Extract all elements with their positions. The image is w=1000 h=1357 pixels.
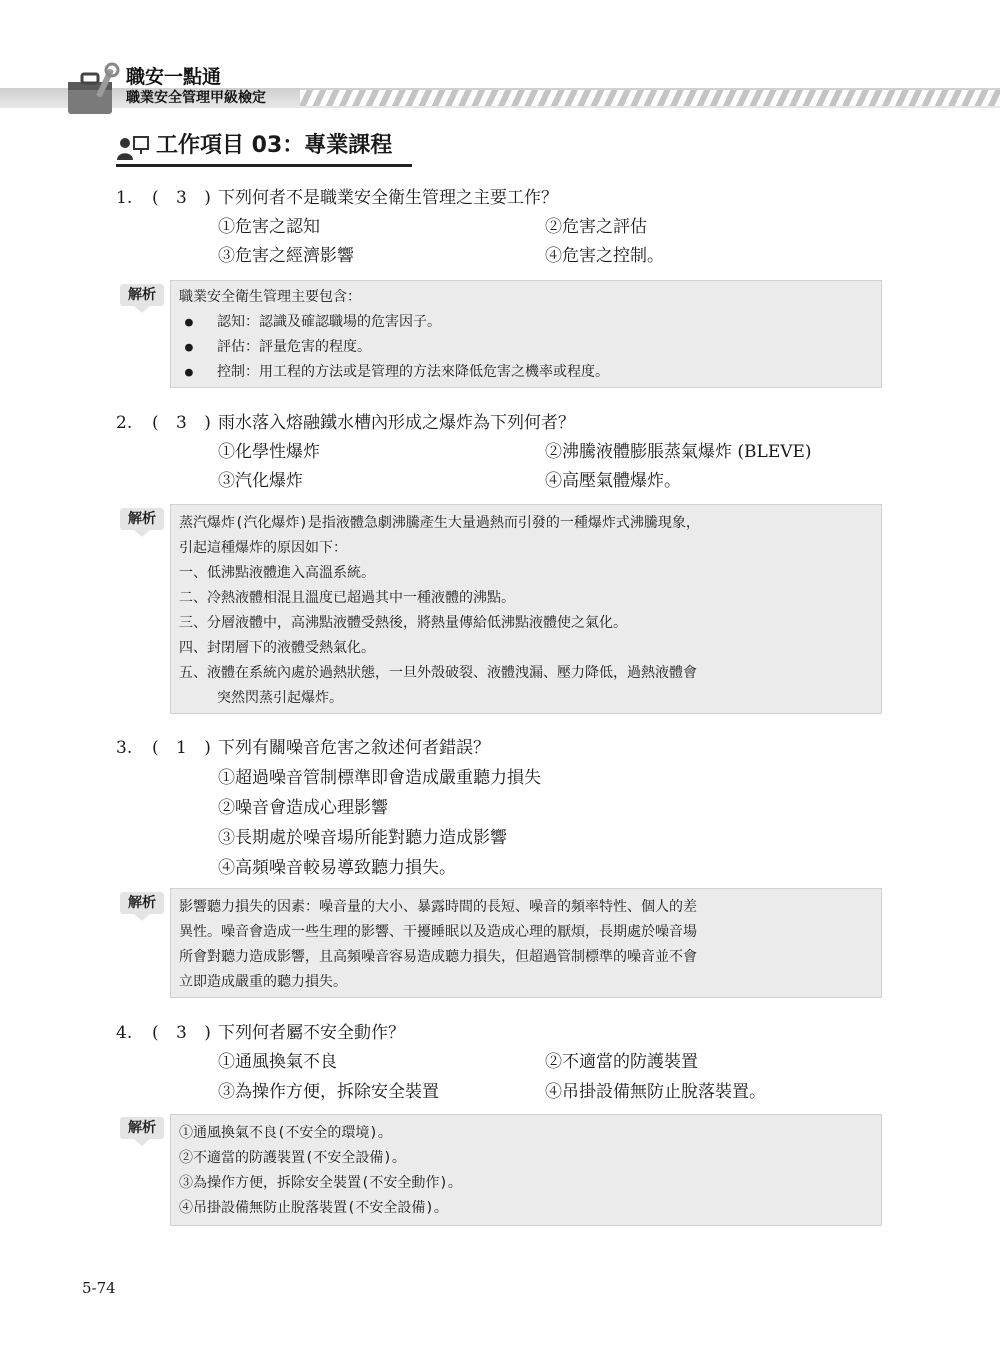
explanation-line: 突然閃蒸引起爆炸。 [217, 690, 343, 706]
option-2: ②不適當的防護裝置 [545, 1052, 698, 1072]
explanation-line: 二、冷熱液體相混且溫度已超過其中一種液體的沸點。 [179, 590, 515, 606]
option-1: ①危害之認知 [218, 217, 320, 237]
person-screen-icon [116, 134, 150, 162]
option-4: ④高頻噪音較易導致聽力損失。 [218, 858, 456, 878]
explanation-label: 解析 [120, 284, 164, 306]
explanation-box [170, 280, 882, 388]
explanation-line: 所會對聽力造成影響，且高頻噪音容易造成聽力損失，但超過管制標準的噪音並不會 [179, 949, 697, 965]
option-4: ④危害之控制。 [545, 246, 664, 266]
bullet-icon: ● [185, 365, 193, 380]
header-title: 職安一點通 [126, 66, 222, 88]
question-stem: 下列何者不是職業安全衛生管理之主要工作？ [218, 188, 558, 208]
explanation-line: ②不適當的防護裝置(不安全設備)。 [179, 1150, 406, 1166]
explanation-line: 異性。噪音會造成一些生理的影響、干擾睡眠以及造成心理的厭煩，長期處於噪音場 [179, 924, 697, 940]
explanation-line: 職業安全衛生管理主要包含： [179, 289, 361, 305]
explanation-tag [120, 508, 164, 534]
option-4: ④吊掛設備無防止脫落裝置。 [545, 1082, 766, 1102]
question-number: 4. [116, 1023, 133, 1043]
explanation-line: 控制：用工程的方法或是管理的方法來降低危害之機率或程度。 [217, 364, 609, 380]
option-2: ②沸騰液體膨脹蒸氣爆炸 (BLEVE) [545, 442, 812, 462]
option-3: ③汽化爆炸 [218, 471, 303, 491]
question-stem: 下列何者屬不安全動作？ [218, 1023, 405, 1043]
toolbox-icon [62, 62, 126, 118]
option-1: ①化學性爆炸 [218, 442, 320, 462]
explanation-box [170, 888, 882, 998]
explanation-label: 解析 [120, 508, 164, 530]
explanation-line: 立即造成嚴重的聽力損失。 [179, 974, 347, 990]
explanation-label: 解析 [120, 892, 164, 914]
explanation-line: 認知：認識及確認職場的危害因子。 [217, 314, 441, 330]
explanation-line: 引起這種爆炸的原因如下： [179, 540, 347, 556]
question-stem: 下列有關噪音危害之敘述何者錯誤？ [218, 738, 490, 758]
explanation-label: 解析 [120, 1117, 164, 1139]
option-4: ④高壓氣體爆炸。 [545, 471, 681, 491]
explanation-box [170, 504, 882, 714]
answer-key: ( 3 ) [152, 188, 217, 208]
explanation-line: 一、低沸點液體進入高溫系統。 [179, 565, 375, 581]
option-2: ②危害之評估 [545, 217, 647, 237]
option-3: ③危害之經濟影響 [218, 246, 354, 266]
option-1: ①通風換氣不良 [218, 1052, 337, 1072]
explanation-line: ④吊掛設備無防止脫落裝置(不安全設備)。 [179, 1200, 448, 1216]
explanation-line: 評估：評量危害的程度。 [217, 339, 371, 355]
explanation-line: ③為操作方便，拆除安全裝置(不安全動作)。 [179, 1175, 462, 1191]
explanation-line: ①通風換氣不良(不安全的環境)。 [179, 1125, 392, 1141]
bullet-icon: ● [185, 315, 193, 330]
question-number: 3. [116, 738, 133, 758]
question-stem: 雨水落入熔融鐵水槽內形成之爆炸為下列何者？ [218, 413, 575, 433]
page-header [0, 58, 1000, 122]
answer-key: ( 1 ) [152, 738, 217, 758]
answer-key: ( 3 ) [152, 413, 217, 433]
option-2: ②噪音會造成心理影響 [218, 798, 388, 818]
section-title: 工作項目 03：專業課程 [156, 133, 393, 158]
explanation-line: 五、液體在系統內處於過熱狀態，一旦外殼破裂、液體洩漏、壓力降低，過熱液體會 [179, 665, 697, 681]
answer-key: ( 3 ) [152, 1023, 217, 1043]
question-number: 2. [116, 413, 133, 433]
explanation-line: 四、封閉層下的液體受熱氣化。 [179, 640, 375, 656]
explanation-tag [120, 284, 164, 310]
explanation-tag [120, 892, 164, 918]
explanation-line: 蒸汽爆炸(汽化爆炸)是指液體急劇沸騰產生大量過熱而引發的一種爆炸式沸騰現象， [179, 515, 700, 531]
header-subtitle: 職業安全管理甲級檢定 [126, 90, 266, 106]
explanation-line: 影響聽力損失的因素：噪音量的大小、暴露時間的長短、噪音的頻率特性、個人的差 [179, 899, 697, 915]
option-3: ③長期處於噪音場所能對聽力造成影響 [218, 828, 507, 848]
question-number: 1. [116, 188, 133, 208]
section-underline [116, 164, 412, 167]
bullet-icon: ● [185, 340, 193, 355]
option-3: ③為操作方便，拆除安全裝置 [218, 1082, 439, 1102]
explanation-tag [120, 1117, 164, 1143]
explanation-line: 三、分層液體中，高沸點液體受熱後，將熱量傳給低沸點液體使之氣化。 [179, 615, 627, 631]
explanation-box [170, 1114, 882, 1226]
page-number: 5-74 [82, 1279, 116, 1297]
header-stripes [300, 90, 1000, 106]
option-1: ①超過噪音管制標準即會造成嚴重聽力損失 [218, 768, 541, 788]
